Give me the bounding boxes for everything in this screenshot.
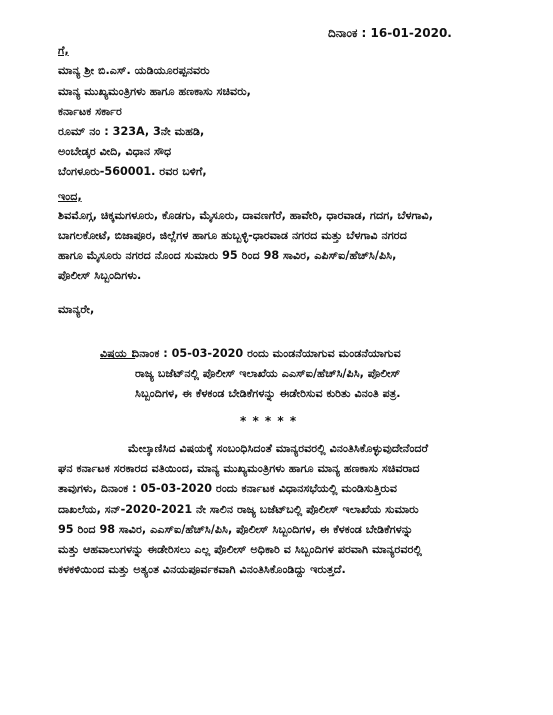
separator-stars: * * * * * bbox=[240, 414, 298, 428]
sender-line: ಶಿವಮೊಗ್ಗ, ಚಿಕ್ಕಮಗಳೂರು, ಕೊಡಗು, ಮೈಸೂರು, ದಾವಣಗೆರೆ, ಹಾವೇರಿ, ಧಾರವಾಡ, ಗದಗ, ಬೆಳಗಾವಿ, bbox=[58, 209, 434, 222]
subject-line: ಸಿಬ್ಬಂದಿಗಳ, ಈ ಕೆಳಕಂಡ ಬೇಡಿಕೆಗಳನ್ನು ಈಡೇರಿಸುವ ಕುರಿತು ವಿನಂತಿ ಪತ್ರ. bbox=[135, 387, 401, 400]
recipient-line: ಕರ್ನಾಟಕ ಸರ್ಕಾರ bbox=[58, 105, 122, 118]
recipient-line: ಅಂಬೇಡ್ಕರ ವೀದಿ, ವಿಧಾನ ಸೌಧ bbox=[58, 145, 172, 158]
subject-label: ವಿಷಯ : bbox=[100, 347, 136, 360]
sender-line: ಹಾಗೂ ಮೈಸೂರು ನಗರದ ನೊಂದ ಸುಮಾರು 95 ರಿಂದ 98 ಸಾವಿರ, ಎಪಿಸ್‌ಐ/ಹೆಚ್‌ಸಿ/ಪಿಸಿ, bbox=[58, 249, 397, 262]
body-line: 95 ರಿಂದ 98 ಸಾವಿರ, ಎಎಸ್‌ಐ/ಹೆಚ್‌ಸಿ/ಪಿಸಿ, ಪೊಲೀಸ್ ಸಿಬ್ಬಂದಿಗಳ, ಈ ಕೆಳಕಂಡ ಬೇಡಿಕೆಗಳನ್ನು bbox=[58, 523, 414, 536]
sender-line: ಬಾಗಲಕೋಟೆ, ಬಿಜಾಪೂರ, ಜಿಲ್ಲೆಗಳ ಹಾಗೂ ಹುಬ್ಬಳ್ಳಿ-ಧಾರವಾಡ ನಗರದ ಮತ್ತು ಬೆಳಗಾವಿ ನಗರದ bbox=[58, 229, 407, 242]
sender-heading: ಇಂದ, bbox=[58, 190, 82, 203]
subject-line: ರಾಜ್ಯ ಬಜೆಟ್‌ನಲ್ಲಿ ಪೊಲೀಸ್ ಇಲಾಖೆಯ ಎಎಸ್‌ಐ/ಹೆಚ್‌ಸಿ/ಪಿಸಿ, ಪೊಲೀಸ್ bbox=[135, 367, 401, 380]
body-line: ಕಳಕಳಿಯಿಂದ ಮತ್ತು ಅತ್ಯಂತ ವಿನಯಪೂರ್ವಕವಾಗಿ ವಿನಂತಿಸಿಕೊಂಡಿದ್ದು ಇರುತ್ತದೆ. bbox=[58, 563, 346, 576]
sender-line: ಪೊಲೀಸ್ ಸಿಬ್ಬಂದಿಗಳು. bbox=[58, 269, 142, 282]
salutation: ಮಾನ್ಯರೇ, bbox=[58, 303, 95, 316]
body-line: ತಾವುಗಳು, ದಿನಾಂಕ : 05-03-2020 ರಂದು ಕರ್ನಾಟಕ ವಿಧಾನಸಭೆಯಲ್ಲಿ ಮಂಡಿಸುತ್ತಿರುವ bbox=[58, 482, 398, 495]
subject-line: ದಿನಾಂಕ : 05-03-2020 ರಂದು ಮಂಡನೆಯಾಗುವ ಮಂಡನೆಯಾಗುವ bbox=[132, 347, 401, 360]
recipient-line: ರೂಮ್ ನಂ : 323A, 3ನೇ ಮಹಡಿ, bbox=[58, 125, 205, 138]
body-line: ಮೇಲ್ಕಾಣಿಸಿದ ವಿಷಯಕ್ಕೆ ಸಂಬಂಧಿಸಿದಂತೆ ಮಾನ್ಯರವರಲ್ಲಿ ವಿನಂತಿಸಿಕೊಳ್ಳುವುದೇನೆಂದರೆ bbox=[128, 442, 429, 455]
body-line: ದಾಖಲೆಯ, ಸನ್-2020-2021 ನೇ ಸಾಲಿನ ರಾಜ್ಯ ಬಜೆಟ್‌ಬಲ್ಲಿ ಪೊಲೀಸ್ ಇಲಾಖೆಯ ಸುಮಾರು bbox=[58, 503, 419, 516]
recipient-line: ಬೆಂಗಳೂರು-560001. ರವರ ಬಳಿಗೆ, bbox=[58, 165, 207, 178]
body-line: ಘನ ಕರ್ನಾಟಕ ಸರಕಾರದ ವತಿಯಿಂದ, ಮಾನ್ಯ ಮುಖ್ಯಮಂತ್ರಿಗಳು ಹಾಗೂ ಮಾನ್ಯ ಹಣಕಾಸು ಸಚಿವರಾದ bbox=[58, 462, 420, 475]
recipient-heading: ಗೆ, bbox=[58, 44, 69, 57]
body-line: ಮತ್ತು ಆಹವಾಲುಗಳನ್ನು ಈಡೇರಿಸಲು ಎಲ್ಲ ಪೊಲೀಸ್ ಅಧಿಕಾರಿ ವ ಸಿಬ್ಬಂದಿಗಳ ಪರವಾಗಿ ಮಾನ್ಯರವರಲ್ಲಿ bbox=[58, 543, 422, 556]
recipient-line: ಮಾನ್ಯ ಶ್ರೀ ಬಿ.ಎಸ್. ಯಡಿಯೂರಪ್ಪನವರು bbox=[58, 64, 210, 77]
recipient-line: ಮಾನ್ಯ ಮುಖ್ಯಮಂತ್ರಿಗಳು ಹಾಗೂ ಹಣಕಾಸು ಸಚಿವರು, bbox=[58, 85, 251, 98]
letter-date: ದಿನಾಂಕ : 16-01-2020. bbox=[328, 26, 452, 40]
